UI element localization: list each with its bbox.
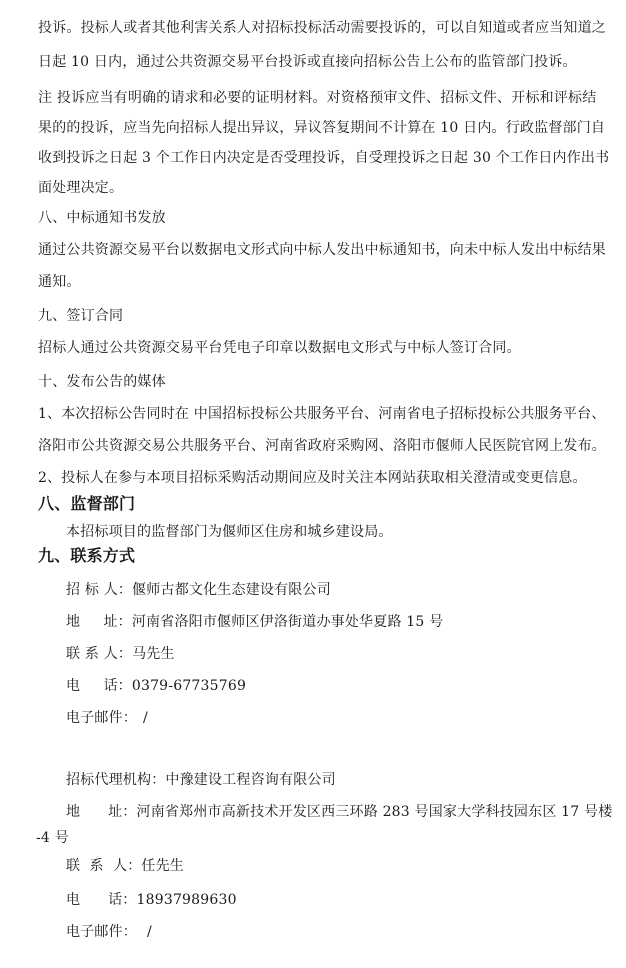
agency-phone-value: 18937989630 <box>136 892 237 908</box>
tenderer-email-value: / <box>143 710 148 726</box>
complaint-line-5: 收到投诉之日起 3 个工作日内决定是否受理投诉，自受理投诉之日起 30 个工作日内作出书 <box>38 150 610 166</box>
tenderer-contact-label: 联 系 人： <box>66 646 133 662</box>
tenderer-address-value: 河南省洛阳市偃师区伊洛街道办事处华夏路 15 号 <box>131 614 444 630</box>
award-notice-line-2: 通知。 <box>38 274 81 290</box>
agency-email-label: 电子邮件： <box>66 924 137 940</box>
tenderer-address-label: 地 址： <box>66 614 132 630</box>
complaint-line-3: 注 投诉应当有明确的请求和必要的证明材料。对资格预审文件、招标文件、开标和评标结 <box>38 90 597 106</box>
tenderer-name-value: 偃师古都文化生态建设有限公司 <box>132 582 331 598</box>
media-line-2: 洛阳市公共资源交易公共服务平台、河南省政府采购网、洛阳市偃师人民医院官网上发布。 <box>38 438 606 454</box>
media-line-3: 2、投标人在参与本项目招标采购活动期间应及时关注本网站获取相关澄清或变更信息。 <box>38 470 587 486</box>
tenderer-address-row <box>66 612 443 632</box>
tenderer-name-label: 招 标 人： <box>66 582 133 598</box>
tenderer-contact-value: 马先生 <box>132 646 175 662</box>
complaint-line-1: 投诉。投标人或者其他利害关系人对招标投标活动需要投诉的，可以自知道或者应当知道之 <box>38 20 606 36</box>
tenderer-contact-row <box>66 644 175 664</box>
section-title-award-notice: 八、中标通知书发放 <box>38 210 166 226</box>
contract-line-1: 招标人通过公共资源交易平台凭电子印章以数据电文形式与中标人签订合同。 <box>38 340 521 356</box>
section-title-contact: 九、联系方式 <box>38 546 136 565</box>
tenderer-phone-row <box>66 676 246 696</box>
agency-address-row <box>66 802 612 822</box>
agency-name-label: 招标代理机构： <box>66 772 166 788</box>
agency-email-row <box>66 922 152 942</box>
agency-phone-row <box>66 890 237 910</box>
agency-contact-row <box>66 856 184 876</box>
tenderer-phone-value: 0379-67735769 <box>131 678 247 694</box>
section-title-supervision: 八、监督部门 <box>38 494 136 513</box>
tenderer-name-row <box>66 580 331 600</box>
tenderer-email-row <box>66 708 148 728</box>
agency-name-row <box>66 770 336 790</box>
tenderer-phone-label: 电 话： <box>66 678 132 694</box>
supervision-line: 本招标项目的监督部门为偃师区住房和城乡建设局。 <box>66 524 393 540</box>
award-notice-line-1: 通过公共资源交易平台以数据电文形式向中标人发出中标通知书，向未中标人发出中标结果 <box>38 242 606 258</box>
media-line-1: 1、本次招标公告同时在 中国招标投标公共服务平台、河南省电子招标投标公共服务平台、 <box>38 406 606 422</box>
agency-contact-label: 联 系 人： <box>66 858 142 874</box>
complaint-line-6: 面处理决定。 <box>38 180 124 196</box>
complaint-line-2: 日起 10 日内，通过公共资源交易平台投诉或直接向招标公告上公布的监管部门投诉。 <box>38 54 577 70</box>
tenderer-email-label: 电子邮件： <box>66 710 137 726</box>
agency-address-value: 河南省郑州市高新技术开发区西三环路 283 号国家大学科技园东区 17 号楼 <box>136 804 613 820</box>
agency-address-label: 地 址： <box>66 804 137 820</box>
agency-contact-value: 任先生 <box>141 858 185 874</box>
section-title-media: 十、发布公告的媒体 <box>38 374 166 390</box>
complaint-line-4: 果的的投诉，应当先向招标人提出异议，异议答复期间不计算在 10 日内。行政监督部门自 <box>38 120 606 136</box>
agency-email-value: / <box>147 924 152 940</box>
agency-phone-label: 电 话： <box>66 892 137 908</box>
section-title-contract: 九、签订合同 <box>38 308 124 324</box>
agency-address-continued: -4 号 <box>36 830 69 846</box>
agency-name-value: 中豫建设工程咨询有限公司 <box>165 772 336 788</box>
